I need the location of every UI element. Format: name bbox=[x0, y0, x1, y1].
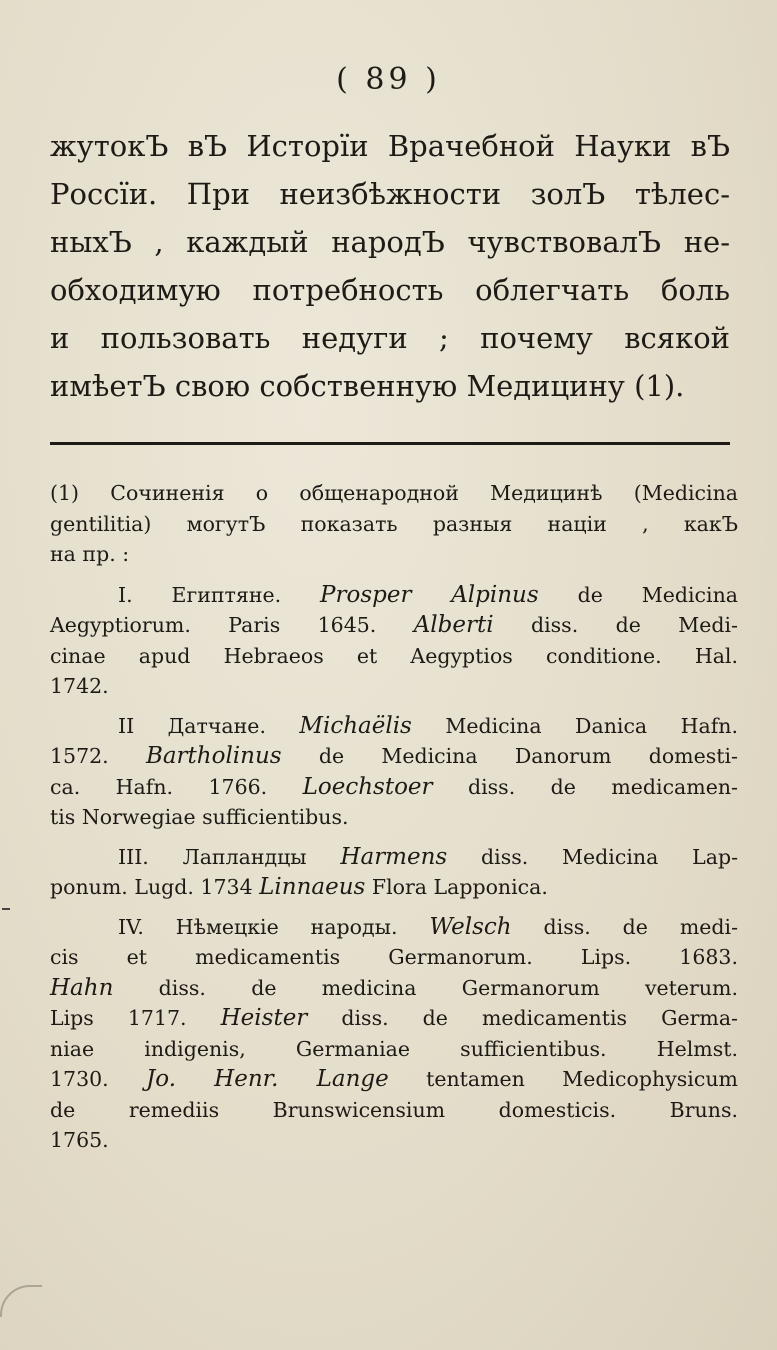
footnote-text: niae indigenis, Germaniae sufficientibus. Helmst. bbox=[50, 1036, 738, 1061]
main-text-line: и пользовать недуги ; почему всякой bbox=[50, 321, 730, 355]
main-text-line: Россїи. При неизбѣжности золЪ тѣлес- bbox=[50, 177, 730, 211]
footnote-text: diss. de medicina Germanorum veterum. bbox=[113, 975, 738, 1000]
footnote-line bbox=[50, 1125, 738, 1156]
footnote-line bbox=[50, 610, 738, 641]
author-name: Bartholinus bbox=[145, 743, 282, 769]
footnote-line bbox=[50, 741, 738, 772]
footnote-text: ponum. Lugd. 1734 bbox=[50, 875, 260, 899]
footnote-intro bbox=[50, 478, 738, 570]
footnote-text: Lips 1717. bbox=[50, 1006, 221, 1030]
footnote-divider bbox=[50, 442, 730, 445]
footnote-entry bbox=[50, 912, 738, 1156]
main-text-line: имѣетЪ свою собственную Медицину (1). bbox=[50, 369, 685, 403]
footnote-text: diss. de medicamentis Germa- bbox=[307, 1006, 738, 1030]
footnote-text: III. Лапландцы bbox=[118, 844, 341, 869]
footnote-line bbox=[50, 641, 738, 672]
footnote-text: de remediis Brunswicensium domesticis. Bruns. bbox=[50, 1097, 738, 1122]
footnote-line bbox=[50, 772, 738, 803]
footnote-text: II Датчане. bbox=[118, 713, 300, 738]
footnote-text: de Medicina bbox=[538, 582, 738, 607]
footnote-line bbox=[50, 1003, 738, 1034]
footnote-entry bbox=[50, 842, 738, 903]
main-text bbox=[50, 122, 730, 410]
footnote-text: tis Norwegiae sufficientibus. bbox=[50, 805, 349, 829]
footnote-line: на пр. : bbox=[50, 542, 130, 566]
footnote-entry bbox=[50, 580, 738, 702]
footnote-text: IV. Нѣмецкіе народы. bbox=[118, 914, 430, 939]
footnote-line: (1) Сочиненія о общенародной Медицинѣ (Medicina bbox=[50, 481, 738, 505]
footnote-line bbox=[50, 1034, 738, 1065]
footnote-text: 1765. bbox=[50, 1128, 109, 1152]
footnote-line bbox=[50, 842, 738, 873]
author-name: Hahn bbox=[50, 974, 114, 1001]
footnote-text: Flora Lapponica. bbox=[365, 875, 548, 899]
margin-mark bbox=[2, 908, 10, 910]
footnote-line bbox=[50, 580, 738, 611]
footnote-line bbox=[50, 802, 738, 833]
main-text-line: обходимую потребность облегчать боль bbox=[50, 273, 730, 307]
footnote-line bbox=[50, 711, 738, 742]
footnote-text: tentamen Medicophysicum bbox=[388, 1067, 738, 1091]
footnote-line bbox=[50, 1064, 738, 1095]
footnote-text: cis et medicamentis Germanorum. Lips. 1683. bbox=[50, 945, 738, 969]
author-name: Heister bbox=[220, 1005, 308, 1031]
footnote-text: diss. de medi- bbox=[511, 914, 738, 939]
footnote-line bbox=[50, 942, 738, 973]
footnote-text: de Medicina Danorum domesti- bbox=[281, 744, 738, 768]
footnote-text: ca. Hafn. 1766. bbox=[50, 774, 303, 799]
footnote-line bbox=[50, 973, 738, 1004]
footnote-text: diss. de medicamen- bbox=[432, 774, 738, 799]
footnote-text: cinae apud Hebraeos et Aegyptios conditione. Hal. bbox=[50, 643, 738, 668]
footnote-line bbox=[50, 1095, 738, 1126]
footnote-line bbox=[50, 872, 738, 903]
main-text-line: ныхЪ , каждый народЪ чувствовалЪ не- bbox=[50, 225, 730, 259]
author-name: Alberti bbox=[413, 612, 494, 638]
page-smudge bbox=[0, 1285, 42, 1317]
footnote-text: Medicina Danica Hafn. bbox=[411, 713, 739, 738]
page-number: ( 89 ) bbox=[336, 62, 441, 97]
footnote-text: 1730. bbox=[50, 1067, 147, 1091]
footnote-text: diss. de Medi- bbox=[493, 613, 738, 637]
footnote-text: 1572. bbox=[50, 744, 146, 768]
footnotes bbox=[50, 478, 738, 1165]
author-name: Prosper Alpinus bbox=[320, 581, 539, 608]
footnote-text: Aegyptiorum. Paris 1645. bbox=[50, 613, 414, 637]
author-name: Michaëlis bbox=[299, 712, 412, 739]
author-name: Loechstoer bbox=[302, 773, 433, 800]
footnote-line: gentilitia) могутЪ показать разныя націи , какЪ bbox=[50, 511, 738, 536]
author-name: Welsch bbox=[429, 913, 512, 940]
author-name: Linnaeus bbox=[259, 874, 366, 900]
footnote-text: I. Египтяне. bbox=[118, 582, 321, 607]
main-text-line: жутокЪ вЪ Исторїи Врачебной Науки вЪ bbox=[50, 129, 730, 163]
footnote-line bbox=[50, 671, 738, 702]
footnote-text: diss. Medicina Lap- bbox=[447, 844, 738, 869]
footnote-list bbox=[50, 580, 738, 1156]
author-name: Jo. Henr. Lange bbox=[146, 1066, 389, 1092]
footnote-entry bbox=[50, 711, 738, 833]
author-name: Harmens bbox=[340, 843, 448, 870]
footnote-text: 1742. bbox=[50, 674, 109, 698]
footnote-line bbox=[50, 912, 738, 943]
